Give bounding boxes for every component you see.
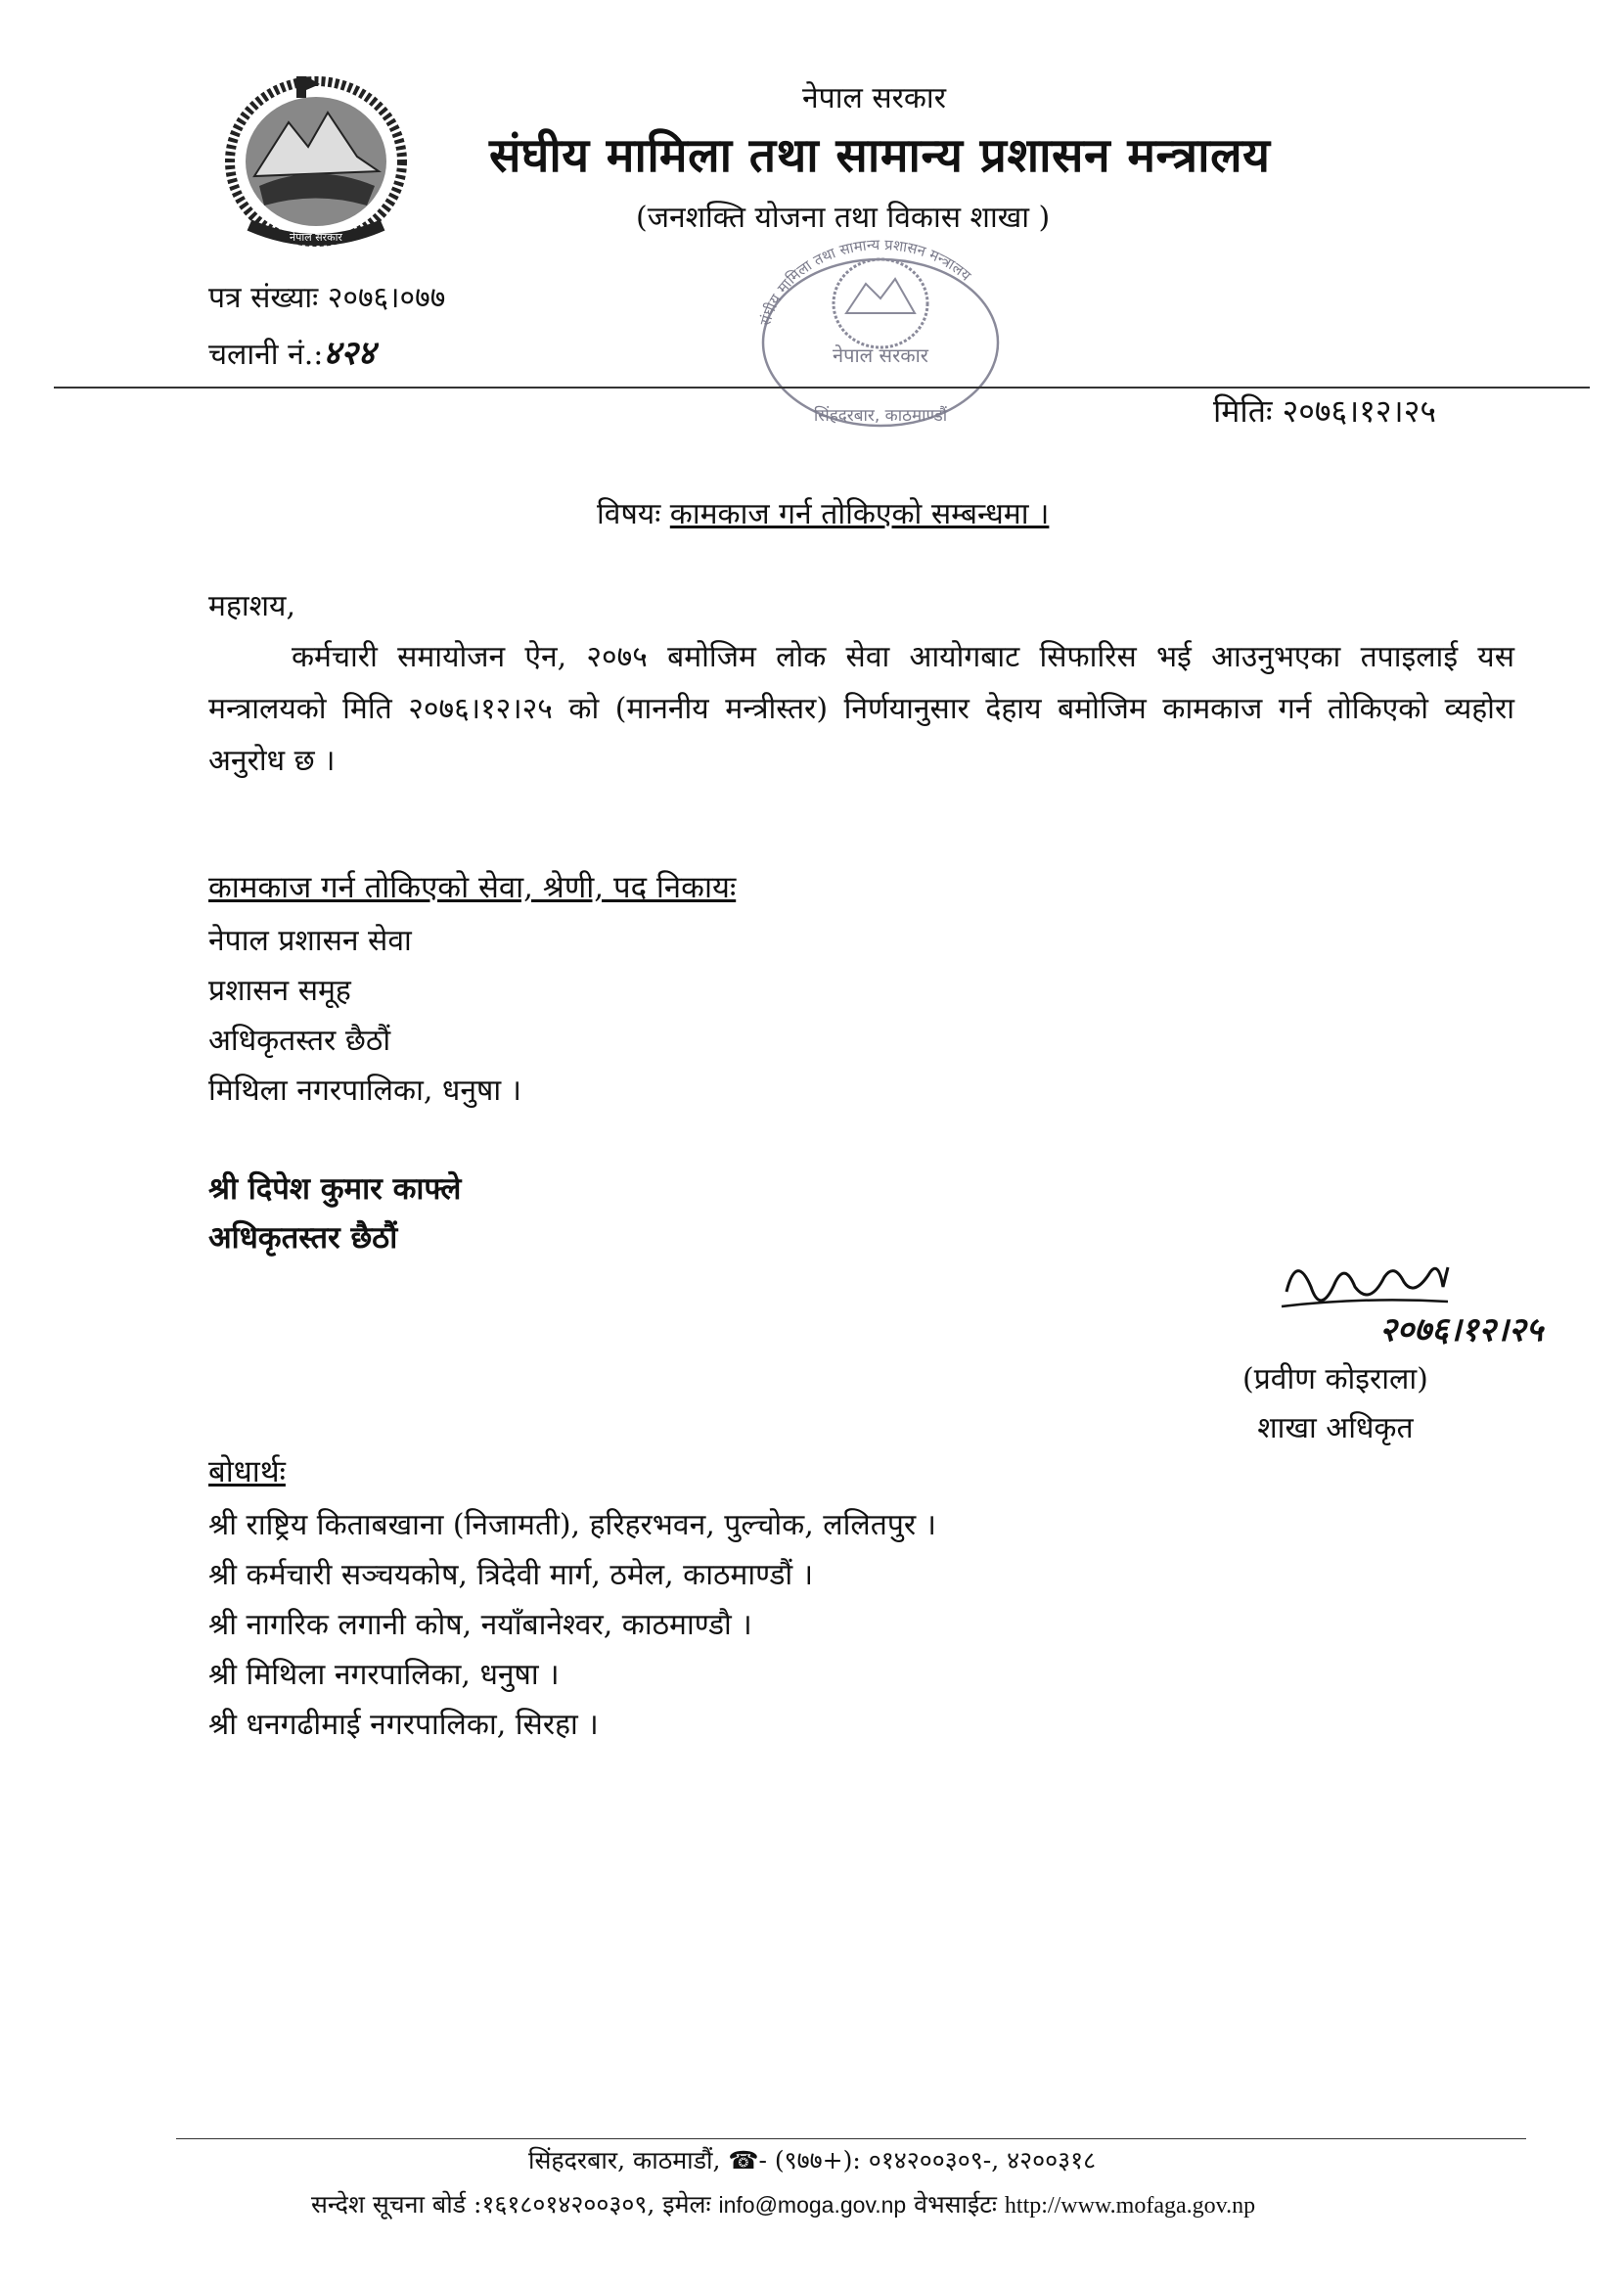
list-item: श्री कर्मचारी सञ्चयकोष, त्रिदेवी मार्ग, ठमेल, काठमाण्डौं । — [208, 1558, 814, 1592]
branch-name: (जनशक्ति योजना तथा विकास शाखा ) — [636, 201, 1051, 235]
list-item: अधिकृतस्तर छैठौं — [208, 1024, 391, 1058]
recipient-name: श्री दिपेश कुमार काफ्ले — [208, 1171, 462, 1207]
chalani-number: चलानी नं.:४२४ — [208, 334, 376, 373]
list-item: श्री मिथिला नगरपालिका, धनुषा । — [208, 1658, 560, 1692]
salutation: महाशय, — [208, 589, 295, 623]
footer-address: सिंहदरबार, काठमाडौं, ☎- (९७७+): ०१४२००३०९-, ४२००३१८ — [528, 2146, 1097, 2174]
list-item: श्री धनगढीमाई नगरपालिका, सिरहा । — [208, 1708, 599, 1742]
recipient-position: अधिकृतस्तर छैठौं — [208, 1220, 398, 1256]
official-stamp-icon — [739, 235, 1022, 431]
letter-date: मितिः २०७६।१२।२५ — [1213, 392, 1436, 430]
list-item: श्री नागरिक लगानी कोष, नयाँबानेश्वर, काठमाण्डौ । — [208, 1608, 752, 1642]
email-link[interactable]: info@moga.gov.np — [718, 2192, 907, 2218]
recipient-block — [208, 1165, 461, 1262]
handwritten-signature-icon — [1277, 1248, 1600, 1355]
svg-text:नेपाल सरकार: नेपाल सरकार — [833, 343, 928, 367]
list-item: मिथिला नगरपालिका, धनुषा । — [208, 1074, 522, 1108]
signer-title: शाखा अधिकृत — [1257, 1411, 1414, 1445]
svg-text:नेपाल सरकार: नेपाल सरकार — [290, 231, 342, 244]
svg-text:२०७६।१२।२५: २०७६।१२।२५ — [1379, 1310, 1544, 1350]
ministry-name: संघीय मामिला तथा सामान्य प्रशासन मन्त्रालय — [489, 128, 1271, 183]
assignment-list — [208, 916, 521, 1116]
subject-line: विषयः कामकाज गर्न तोकिएको सम्बन्धमा । — [597, 497, 1050, 531]
footer-divider — [176, 2138, 1526, 2139]
signer-block — [1242, 1355, 1428, 1453]
list-item: श्री राष्ट्रिय किताबखाना (निजामती), हरिहरभवन, पुल्चोक, ललितपुर । — [208, 1508, 937, 1542]
svg-text:संघीय मामिला तथा सामान्य प्रशा: संघीय मामिला तथा सामान्य प्रशासन मन्त्रालय — [756, 235, 975, 328]
svg-text:सिंहदरबार, काठमाण्डौं: सिंहदरबार, काठमाण्डौं — [813, 406, 948, 426]
website-link[interactable]: http://www.mofaga.gov.np — [1004, 2193, 1256, 2219]
assignment-heading: कामकाज गर्न तोकिएको सेवा, श्रेणी, पद निकायः — [208, 870, 737, 905]
header-divider — [54, 387, 1590, 389]
list-item: नेपाल प्रशासन सेवा — [208, 924, 412, 958]
letter-body: कर्मचारी समायोजन ऐन, २०७५ बमोजिम लोक सेवा आयोगबाट सिफारिस भई आउनुभएका तपाइलाई यस मन्त्रालयको मिति २०७६।१२।२५ को (माननीय मन्त्रीस्तर) निर्णयानुसार देहाय बमोजिम कामकाज गर्न तोकिएको व्यहोरा अनुरोध छ । — [208, 640, 1514, 778]
cc-heading: बोधार्थः — [208, 1454, 286, 1489]
list-item: प्रशासन समूह — [208, 974, 351, 1008]
nepal-emblem-icon — [210, 69, 421, 250]
footer-contact: सन्देश सूचना बोर्ड :१६१८०१४२००३०९, इमेलः info@moga.gov.np वेभसाईटः http://www.mofaga.gov.np — [311, 2190, 1256, 2219]
government-name: नेपाल सरकार — [802, 81, 946, 115]
cc-list — [208, 1500, 936, 1750]
letter-number: पत्र संख्याः २०७६।०७७ — [208, 281, 446, 315]
signer-name: (प्रवीण कोइराला) — [1242, 1362, 1428, 1396]
